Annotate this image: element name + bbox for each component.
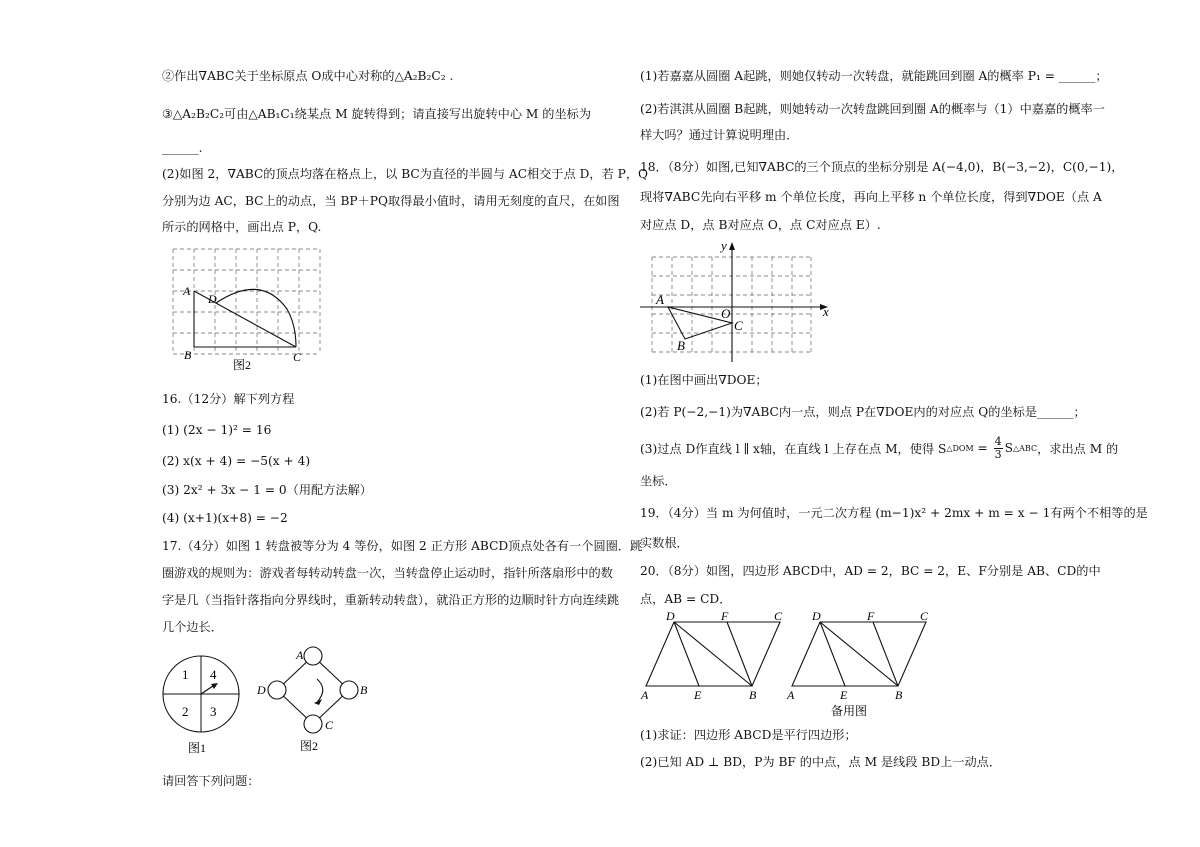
spare-label-A: A [787, 688, 795, 702]
q18-line1: 18．（8分）如图,已知∇ABC的三个顶点的坐标分别是 A(−4,0)，B(−3,−2)，C(0,−1)， [640, 160, 1124, 174]
label-A: A [296, 648, 304, 662]
label-D: D [666, 610, 675, 623]
label-O: O [721, 306, 731, 321]
fraction-den: 3 [994, 447, 1002, 461]
circle-C [304, 715, 322, 733]
label-F: F [721, 610, 729, 623]
figure-caption: 图1 [188, 741, 207, 755]
label-C: C [774, 610, 783, 623]
figure-caption: 图2 [300, 739, 319, 753]
q17-answer-prompt: 请回答下列问题： [162, 774, 260, 788]
circle-B [340, 681, 358, 699]
circle-D [268, 681, 286, 699]
q20-line2: 点，AB = CD． [640, 592, 732, 606]
q15-2-line3: 所示的网格中，画出点 P，Q. [162, 220, 322, 234]
grid-figure-2 [165, 243, 330, 375]
label-B: B [677, 338, 685, 353]
q18-line3: 对应点 D，点 B对应点 O，点 C对应点 E）. [640, 218, 881, 232]
q16-item-3: (3) 2x² + 3x − 1 = 0（用配方法解） [162, 483, 372, 497]
semicircle-BC [216, 289, 296, 347]
label-A: A [641, 688, 649, 702]
label-C: C [734, 318, 743, 333]
q20-2: (2)已知 AD ⊥ BD，P为 BF 的中点，点 M 是线段 BD上一动点． [640, 755, 1002, 769]
q16-item-1: (1) (2x − 1)² = 16 [162, 423, 272, 437]
y-axis-label: y [721, 238, 727, 253]
sector-2: 2 [182, 704, 189, 719]
q19-line1: 19．（4分）当 m 为何值时，一元二次方程 (m−1)x² + 2mx + m = x − 1有两个不相等的是 [640, 506, 1148, 520]
square-circles-figure [252, 641, 377, 758]
q18-3-eq: = [973, 441, 992, 455]
q18-2: (2)若 P(−2,−1)为∇ABC内一点，则点 P在∇DOE内的对应点 Q的坐标是______； [640, 405, 1086, 419]
q17-line4: 几个边长． [162, 620, 223, 634]
q15-2-line1: (2)如图 2，∇ABC的顶点均落在格点上，以 BC为直径的半圆与 AC相交于点 D，若 P，Q [162, 167, 649, 181]
q16-item-2: (2) x(x + 4) = −5(x + 4) [162, 454, 311, 468]
spare-label-B: B [895, 688, 903, 702]
q15-2-line2: 分别为边 AC，BC上的动点，当 BP＋PQ取得最小值时，请用无刻度的直尺，在如图 [162, 194, 620, 208]
q16-title: 16.（12分）解下列方程 [162, 392, 295, 406]
x-axis-label: x [823, 304, 829, 319]
label-C: C [325, 718, 334, 732]
q16-item-4: (4) (x+1)(x+8) = −2 [162, 511, 288, 525]
label-D: D [208, 292, 217, 306]
label-C: C [293, 350, 302, 364]
q15-part3: ③△A₂B₂C₂可由△AB₁C₁绕某点 M 旋转得到；请直接写出旋转中心 M 的坐标为 [162, 107, 592, 121]
q17-line3: 字是几（当指针落指向分界线时，重新转动转盘），就沿正方形的边顺时针方向连续跳 [162, 593, 620, 607]
label-E: E [694, 688, 702, 702]
label-B: B [360, 683, 368, 697]
figure-caption: 图2 [233, 358, 252, 372]
q17-2-line1: (2)若淇淇从圆圈 B起跳，则她转动一次转盘跳回到圈 A的概率与（1）中嘉嘉的概率一 [640, 102, 1105, 116]
q20-1: (1)求证：四边形 ABCD是平行四边形； [640, 728, 857, 742]
q18-1: (1)在图中画出∇DOE； [640, 373, 768, 387]
spare-figure-caption: 备用图 [831, 704, 868, 718]
q18-3-text-b: ，求出点 M 的 [1037, 441, 1119, 456]
q19-line2: 实数根． [640, 536, 689, 550]
label-A: A [183, 284, 191, 298]
spare-label-F: F [867, 610, 875, 623]
clockwise-arrow [317, 679, 323, 701]
q15-part2: ②作出∇ABC关于坐标原点 O成中心对称的△A₂B₂C₂ . [162, 69, 454, 83]
q18-3 [640, 434, 1118, 462]
q18-3-text-a: (3)过点 D作直线 l ∥ x轴，在直线 l 上存在点 M，使得 S [640, 441, 947, 456]
q20-line1: 20．（8分）如图，四边形 ABCD中，AD = 2，BC = 2，E、F分别是 AB、CD的中 [640, 564, 1101, 578]
fraction-num: 4 [994, 434, 1002, 448]
sector-3: 3 [210, 704, 217, 719]
label-B: B [184, 348, 192, 362]
q18-3-sub1: △DOM [946, 443, 974, 453]
label-B: B [749, 688, 757, 702]
sector-1: 1 [182, 667, 189, 682]
label-A: A [656, 292, 664, 307]
q17-2-line2: 样大吗？通过计算说明理由． [640, 128, 799, 142]
spinner-figure [158, 644, 248, 758]
q17-line1: 17.（4分）如图 1 转盘被等分为 4 等份，如图 2 正方形 ABCD顶点处各有一个圆圈．跳 [162, 539, 643, 553]
parallelogram-figure [636, 610, 936, 722]
q17-1: (1)若嘉嘉从圆圈 A起跳，则她仅转动一次转盘，就能跳回到圈 A的概率 P₁ = ______； [640, 69, 1108, 83]
label-D: D [257, 683, 266, 697]
fraction [994, 436, 1003, 461]
sector-4: 4 [210, 667, 217, 682]
spare-label-C: C [920, 610, 929, 623]
circle-A [304, 647, 322, 665]
q17-line2: 圈游戏的规则为：游戏者每转动转盘一次，当转盘停止运动时，指针所落扇形中的数 [162, 566, 613, 580]
coordinate-grid-figure [638, 238, 838, 370]
q18-3-s: S [1004, 441, 1013, 455]
q18-3-line2: 坐标． [640, 474, 677, 488]
q18-3-sub2: △ABC [1013, 443, 1038, 453]
q15-part3-blank: ______. [162, 141, 203, 155]
q18-line2: 现将∇ABC先向右平移 m 个单位长度，再向上平移 n 个单位长度，得到∇DOE（点 A [640, 190, 1102, 204]
spare-label-D: D [812, 610, 821, 623]
spare-label-E: E [840, 688, 848, 702]
